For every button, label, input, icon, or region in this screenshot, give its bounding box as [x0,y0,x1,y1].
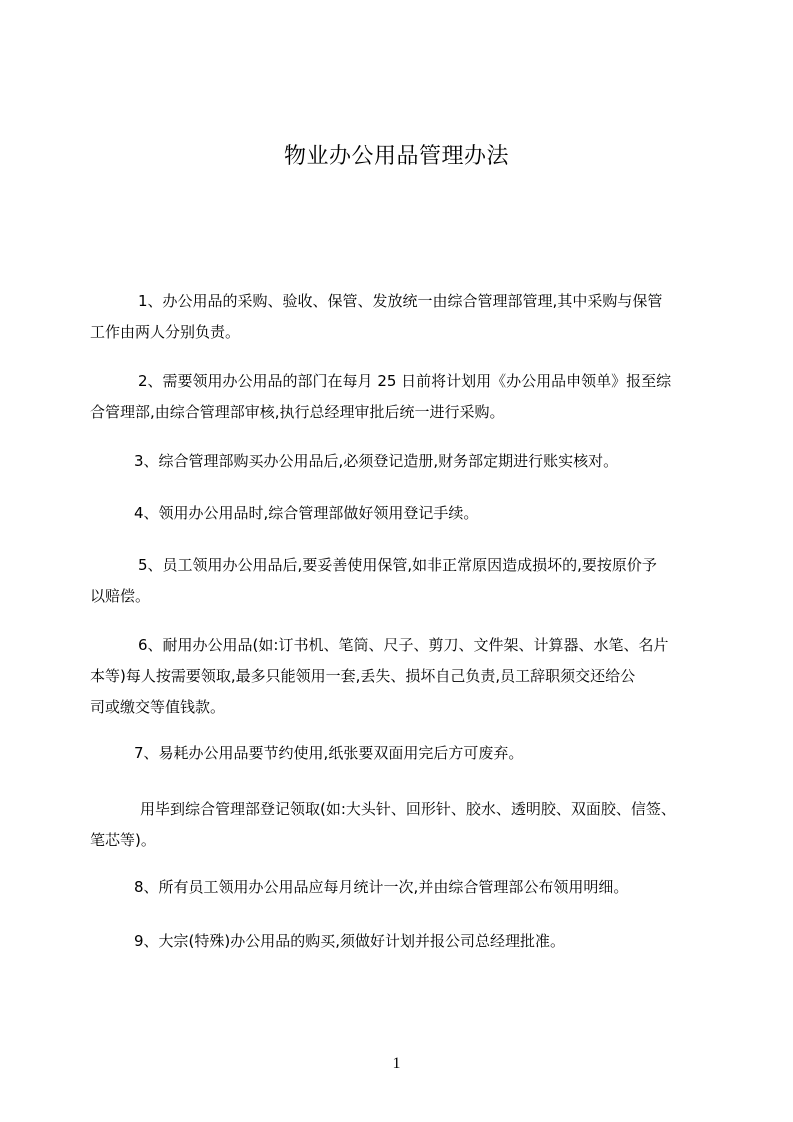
paragraph-line: 工作由两人分别负责。 [90,323,241,341]
paragraph-8 [90,872,720,903]
paragraph-line: 以赔偿。 [90,587,151,605]
paragraph-line: 2、需要领用办公用品的部门在每月 25 日前将计划用《办公用品申领单》报至综 [138,372,672,390]
paragraph-line: 合管理部,由综合管理部审核,执行总经理审批后统一进行采购。 [90,403,505,421]
paragraph-line: 用毕到综合管理部登记领取(如:大头针、回形针、胶水、透明胶、双面胶、信签、 [140,800,676,818]
page-number: 1 [392,1055,401,1072]
paragraph-line: 司或缴交等值钱款。 [90,698,226,716]
paragraph-6 [90,630,720,723]
paragraph-line: 本等)每人按需要领取,最多只能领用一套,丢失、损坏自己负责,员工辞职须交还给公 [90,667,636,685]
document-title: 物业办公用品管理办法 [283,144,509,169]
paragraph-line: 8、所有员工领用办公用品应每月统计一次,并由综合管理部公布领用明细。 [134,878,629,896]
paragraph-7-continuation [90,794,720,856]
paragraph-7 [90,738,720,769]
paragraph-line: 1、办公用品的采购、验收、保管、发放统一由综合管理部管理,其中采购与保管 [138,292,663,310]
paragraph-line: 3、综合管理部购买办公用品后,必须登记造册,财务部定期进行账实核对。 [134,452,619,470]
paragraph-line: 9、大宗(特殊)办公用品的购买,须做好计划并报公司总经理批准。 [134,932,566,950]
paragraph-line: 5、员工领用办公用品后,要妥善使用保管,如非正常原因造成损坏的,要按原价予 [138,556,657,574]
paragraph-3 [90,446,720,477]
paragraph-5 [90,550,720,612]
paragraph-2 [90,366,720,428]
paragraph-line: 6、耐用办公用品(如:订书机、笔筒、尺子、剪刀、文件架、计算器、水笔、名片 [138,636,669,654]
paragraph-line: 7、易耗办公用品要节约使用,纸张要双面用完后方可废弃。 [134,744,524,762]
paragraph-4 [90,498,720,529]
paragraph-9 [90,926,720,957]
paragraph-line: 4、领用办公用品时,综合管理部做好领用登记手续。 [134,504,479,522]
paragraph-line: 笔芯等)。 [90,831,156,849]
paragraph-1 [90,286,720,348]
